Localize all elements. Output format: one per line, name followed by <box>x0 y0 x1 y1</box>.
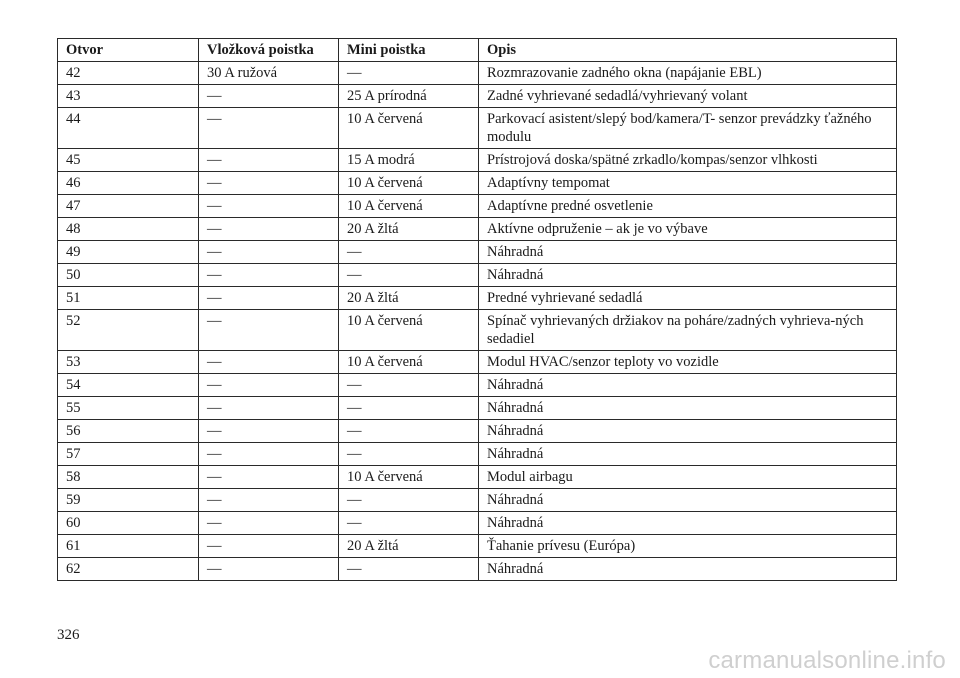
cell-cartridge-fuse: — <box>199 195 339 218</box>
table-row <box>58 149 897 172</box>
cell-description: Náhradná <box>479 489 897 512</box>
table-body <box>58 62 897 581</box>
cell-mini-fuse: 20 A žltá <box>339 287 479 310</box>
table-row <box>58 420 897 443</box>
table-row <box>58 241 897 264</box>
cell-mini-fuse: — <box>339 264 479 287</box>
cell-cartridge-fuse: — <box>199 489 339 512</box>
cell-description: Ťahanie prívesu (Európa) <box>479 535 897 558</box>
cell-mini-fuse: 10 A červená <box>339 310 479 351</box>
cell-description: Adaptívne predné osvetlenie <box>479 195 897 218</box>
table-row <box>58 535 897 558</box>
cell-description: Náhradná <box>479 264 897 287</box>
cell-description: Náhradná <box>479 443 897 466</box>
cell-cartridge-fuse: — <box>199 310 339 351</box>
cell-description: Náhradná <box>479 558 897 581</box>
cell-mini-fuse: 20 A žltá <box>339 218 479 241</box>
cell-cartridge-fuse: — <box>199 535 339 558</box>
cell-slot: 57 <box>58 443 199 466</box>
cell-mini-fuse: — <box>339 241 479 264</box>
cell-mini-fuse: 10 A červená <box>339 466 479 489</box>
cell-cartridge-fuse: — <box>199 241 339 264</box>
table-header-row <box>58 39 897 62</box>
cell-mini-fuse: — <box>339 420 479 443</box>
cell-cartridge-fuse: 30 A ružová <box>199 62 339 85</box>
cell-description: Náhradná <box>479 397 897 420</box>
table-row <box>58 374 897 397</box>
cell-description: Aktívne odpruženie – ak je vo výbave <box>479 218 897 241</box>
cell-slot: 62 <box>58 558 199 581</box>
cell-slot: 56 <box>58 420 199 443</box>
cell-cartridge-fuse: — <box>199 264 339 287</box>
cell-cartridge-fuse: — <box>199 443 339 466</box>
cell-description: Zadné vyhrievané sedadlá/vyhrievaný volant <box>479 85 897 108</box>
cell-mini-fuse: 10 A červená <box>339 108 479 149</box>
cell-description: Prístrojová doska/spätné zrkadlo/kompas/senzor vlhkosti <box>479 149 897 172</box>
cell-slot: 54 <box>58 374 199 397</box>
cell-mini-fuse: 10 A červená <box>339 195 479 218</box>
cell-description: Rozmrazovanie zadného okna (napájanie EBL) <box>479 62 897 85</box>
cell-mini-fuse: — <box>339 397 479 420</box>
table-row <box>58 85 897 108</box>
cell-description: Náhradná <box>479 512 897 535</box>
cell-mini-fuse: — <box>339 489 479 512</box>
cell-mini-fuse: — <box>339 558 479 581</box>
table-row <box>58 512 897 535</box>
table-row <box>58 264 897 287</box>
cell-slot: 48 <box>58 218 199 241</box>
cell-cartridge-fuse: — <box>199 512 339 535</box>
table-row <box>58 443 897 466</box>
header-slot: Otvor <box>58 39 199 62</box>
cell-cartridge-fuse: — <box>199 218 339 241</box>
cell-cartridge-fuse: — <box>199 287 339 310</box>
cell-slot: 43 <box>58 85 199 108</box>
cell-description: Náhradná <box>479 420 897 443</box>
cell-description: Predné vyhrievané sedadlá <box>479 287 897 310</box>
cell-description: Spínač vyhrievaných držiakov na poháre/zadných vyhrieva-ných sedadiel <box>479 310 897 351</box>
cell-mini-fuse: — <box>339 374 479 397</box>
cell-cartridge-fuse: — <box>199 397 339 420</box>
cell-slot: 47 <box>58 195 199 218</box>
cell-description: Náhradná <box>479 374 897 397</box>
cell-mini-fuse: 25 A prírodná <box>339 85 479 108</box>
table-row <box>58 172 897 195</box>
cell-slot: 51 <box>58 287 199 310</box>
fuse-table <box>57 38 897 581</box>
cell-slot: 60 <box>58 512 199 535</box>
cell-slot: 42 <box>58 62 199 85</box>
cell-cartridge-fuse: — <box>199 374 339 397</box>
table-row <box>58 489 897 512</box>
table-row <box>58 195 897 218</box>
cell-mini-fuse: 10 A červená <box>339 351 479 374</box>
table-row <box>58 62 897 85</box>
cell-description: Modul HVAC/senzor teploty vo vozidle <box>479 351 897 374</box>
table-row <box>58 351 897 374</box>
watermark: carmanualsonline.info <box>708 647 946 674</box>
cell-cartridge-fuse: — <box>199 558 339 581</box>
cell-description: Adaptívny tempomat <box>479 172 897 195</box>
cell-description: Modul airbagu <box>479 466 897 489</box>
page-number: 326 <box>57 627 80 643</box>
cell-slot: 58 <box>58 466 199 489</box>
header-cartridge-fuse: Vložková poistka <box>199 39 339 62</box>
cell-slot: 53 <box>58 351 199 374</box>
cell-description: Parkovací asistent/slepý bod/kamera/T- senzor prevádzky ťažného modulu <box>479 108 897 149</box>
cell-description: Náhradná <box>479 241 897 264</box>
cell-slot: 49 <box>58 241 199 264</box>
table-row <box>58 287 897 310</box>
cell-slot: 59 <box>58 489 199 512</box>
cell-slot: 44 <box>58 108 199 149</box>
table-row <box>58 108 897 149</box>
cell-mini-fuse: — <box>339 62 479 85</box>
cell-slot: 52 <box>58 310 199 351</box>
cell-cartridge-fuse: — <box>199 85 339 108</box>
cell-slot: 46 <box>58 172 199 195</box>
cell-cartridge-fuse: — <box>199 172 339 195</box>
cell-cartridge-fuse: — <box>199 108 339 149</box>
cell-mini-fuse: — <box>339 443 479 466</box>
cell-slot: 61 <box>58 535 199 558</box>
table-row <box>58 397 897 420</box>
cell-slot: 50 <box>58 264 199 287</box>
cell-cartridge-fuse: — <box>199 149 339 172</box>
cell-slot: 45 <box>58 149 199 172</box>
cell-cartridge-fuse: — <box>199 466 339 489</box>
header-mini-fuse: Mini poistka <box>339 39 479 62</box>
cell-mini-fuse: 15 A modrá <box>339 149 479 172</box>
table-row <box>58 218 897 241</box>
table-row <box>58 558 897 581</box>
cell-cartridge-fuse: — <box>199 351 339 374</box>
cell-mini-fuse: 20 A žltá <box>339 535 479 558</box>
cell-mini-fuse: 10 A červená <box>339 172 479 195</box>
header-description: Opis <box>479 39 897 62</box>
cell-mini-fuse: — <box>339 512 479 535</box>
cell-slot: 55 <box>58 397 199 420</box>
table-row <box>58 310 897 351</box>
table-row <box>58 466 897 489</box>
cell-cartridge-fuse: — <box>199 420 339 443</box>
